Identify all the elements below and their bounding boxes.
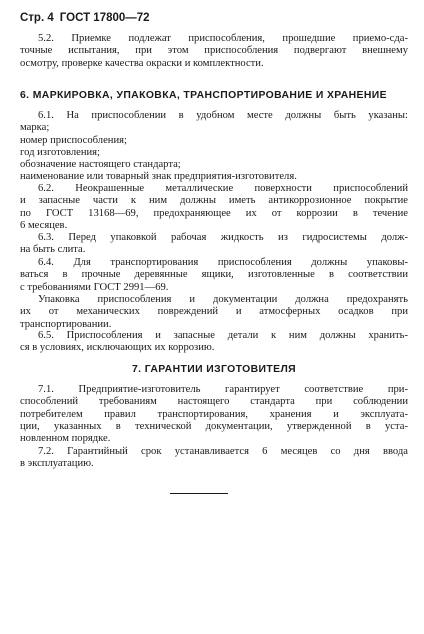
text-line: транспортировании. [20, 318, 112, 330]
text-line: 7.2. Гарантийный срок устанавливается 6 месяцев со дня ввода [38, 446, 408, 457]
section-6-heading: 6. МАРКИРОВКА, УПАКОВКА, ТРАНСПОРТИРОВАНИЕ И ХРАНЕНИЕ [20, 90, 387, 101]
text-line: обозначение настоящего стандарта; [20, 159, 181, 171]
text-line: 6.4. Для транспортирования приспособления должны упаковы- [38, 257, 408, 268]
closing-rule [170, 493, 228, 494]
text-line: 7.1. Предприятие-изготовитель гарантирует соответствие при- [38, 384, 408, 395]
text-line: 5.2. Приемке подлежат приспособления, прошедшие приемо-сда- [38, 33, 408, 44]
text-line: Упаковка приспособления и документации должна предохранять [38, 294, 408, 305]
text-line: их от механических повреждений и атмосферных осадков при [20, 306, 408, 318]
text-line: ваться в прочные деревянные ящики, изготовленные в соответствии [20, 269, 408, 281]
paragraph-7-2 [20, 446, 408, 471]
text-line: 6.2. Неокрашенные металлические поверхности приспособлений [38, 183, 408, 194]
text-line: осмотру, проверке качества окраски и комплектности. [20, 57, 264, 69]
paragraph-packaging [20, 294, 408, 331]
paragraph-6-5 [20, 330, 408, 355]
text-line: 6.1. На приспособлении в удобном месте должны быть указаны: [38, 110, 408, 121]
paragraph-6-1 [20, 110, 408, 184]
text-line: 6 месяцев. [20, 219, 68, 231]
text-line: новленном порядке. [20, 433, 111, 445]
text-line: ся в условиях, исключающих их коррозию. [20, 342, 215, 354]
text-line: номер приспособления; [20, 134, 127, 146]
text-line: на быть слита. [20, 244, 86, 256]
text-line: потребителем правил транспортирования, хранения и эксплуата- [20, 408, 408, 420]
text-line: ции, указанных в технической документации, утвержденной в уста- [20, 420, 408, 432]
section-7-heading: 7. ГАРАНТИИ ИЗГОТОВИТЕЛЯ [131, 364, 297, 375]
page-number: Стр. 4 [20, 12, 54, 24]
text-line: и запасные части к ним должны иметь антикоррозионное покрытие [20, 195, 408, 207]
paragraph-6-3 [20, 232, 408, 257]
paragraph-5-2 [20, 33, 408, 70]
standard-number: ГОСТ 17800—72 [59, 12, 150, 24]
paragraph-6-2 [20, 183, 408, 232]
text-line: 6.3. Перед упаковкой рабочая жидкость из гидросистемы долж- [38, 232, 408, 243]
text-line: 6.5. Приспособления и запасные детали к ним должны хранить- [38, 330, 408, 341]
paragraph-7-1 [20, 384, 408, 445]
text-line: наименование или товарный знак предприятия-изготовителя. [20, 171, 297, 183]
text-line: по ГОСТ 13168—69, предохраняющее их от коррозии в течение [20, 207, 408, 219]
text-line: марка; [20, 122, 50, 134]
paragraph-6-4 [20, 257, 408, 294]
text-line: с требованиями ГОСТ 2991—69. [20, 281, 169, 293]
page-header [20, 12, 150, 24]
text-line: точные испытания, при этом приспособления подвергают внешнему [20, 45, 408, 57]
text-line: в эксплуатацию. [20, 458, 94, 470]
text-line: способлений требованиям настоящего стандарта при соблюдении [20, 396, 408, 408]
text-line: год изготовления; [20, 146, 100, 158]
